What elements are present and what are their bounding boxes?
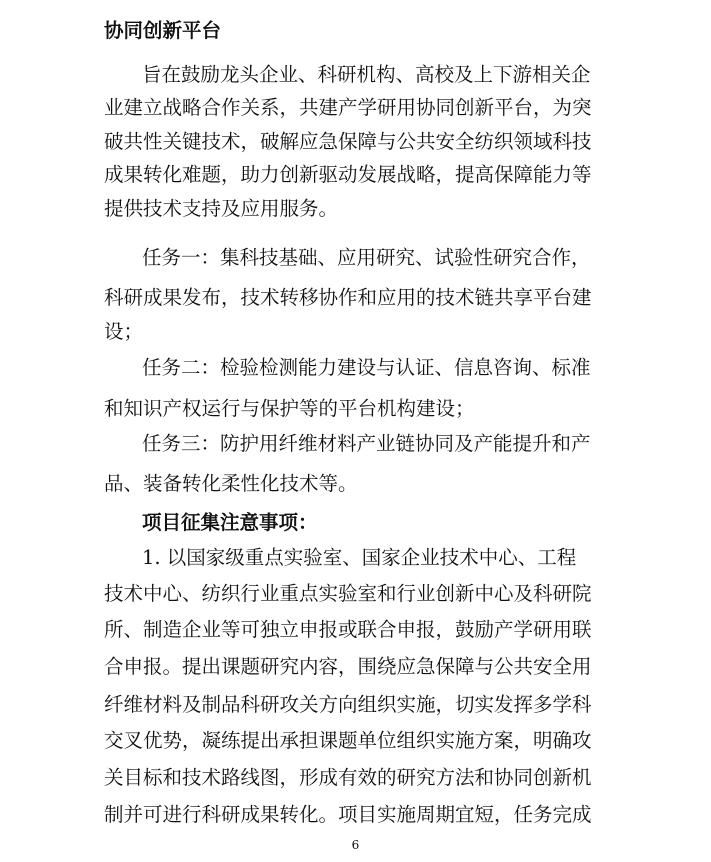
note1-line: 纤维材料及制品科研攻关方向组织实施，切实发挥多学科 bbox=[104, 693, 592, 716]
note1-line: 合申报。提出课题研究内容，围绕应急保障与公共安全用 bbox=[104, 655, 592, 678]
intro-line: 成果转化难题，助力创新驱动发展战略，提高保障能力等 bbox=[104, 163, 592, 186]
note1-line: 技术中心、纺织行业重点实验室和行业创新中心及科研院 bbox=[104, 582, 592, 605]
task3-line: 任务三：防护用纤维材料产业链协同及产能提升和产 bbox=[142, 432, 591, 455]
intro-line: 提供技术支持及应用服务。 bbox=[104, 197, 339, 220]
note1-line: 关目标和技术路线图，形成有效的研究方法和协同创新机 bbox=[104, 766, 592, 789]
task1-line: 设； bbox=[104, 320, 144, 343]
task2-line: 任务二：检验检测能力建设与认证、信息咨询、标准 bbox=[142, 356, 591, 379]
notes-title: 项目征集注意事项： bbox=[142, 511, 318, 534]
section-title: 协同创新平台 bbox=[104, 19, 222, 42]
task3-line: 品、装备转化柔性化技术等。 bbox=[104, 472, 358, 495]
intro-line: 破共性关键技术，破解应急保障与公共安全纺织领域科技 bbox=[104, 130, 592, 153]
task1-line: 任务一：集科技基础、应用研究、试验性研究合作， bbox=[142, 246, 591, 269]
note1-line: 1. 以国家级重点实验室、国家企业技术中心、工程 bbox=[142, 546, 577, 569]
note1-line: 制并可进行科研成果转化。项目实施周期宜短，任务完成 bbox=[104, 803, 592, 826]
task1-line: 科研成果发布，技术转移协作和应用的技术链共享平台建 bbox=[104, 286, 592, 309]
page-number: 6 bbox=[351, 838, 360, 852]
note1-line: 所、制造企业等可独立申报或联合申报，鼓励产学研用联 bbox=[104, 618, 592, 641]
intro-line: 业建立战略合作关系，共建产学研用协同创新平台，为突 bbox=[104, 96, 592, 119]
task2-line: 和知识产权运行与保护等的平台机构建设； bbox=[104, 397, 475, 420]
intro-line: 旨在鼓励龙头企业、科研机构、高校及上下游相关企 bbox=[142, 63, 591, 86]
note1-line: 交叉优势，凝练提出承担课题单位组织实施方案，明确攻 bbox=[104, 729, 592, 752]
